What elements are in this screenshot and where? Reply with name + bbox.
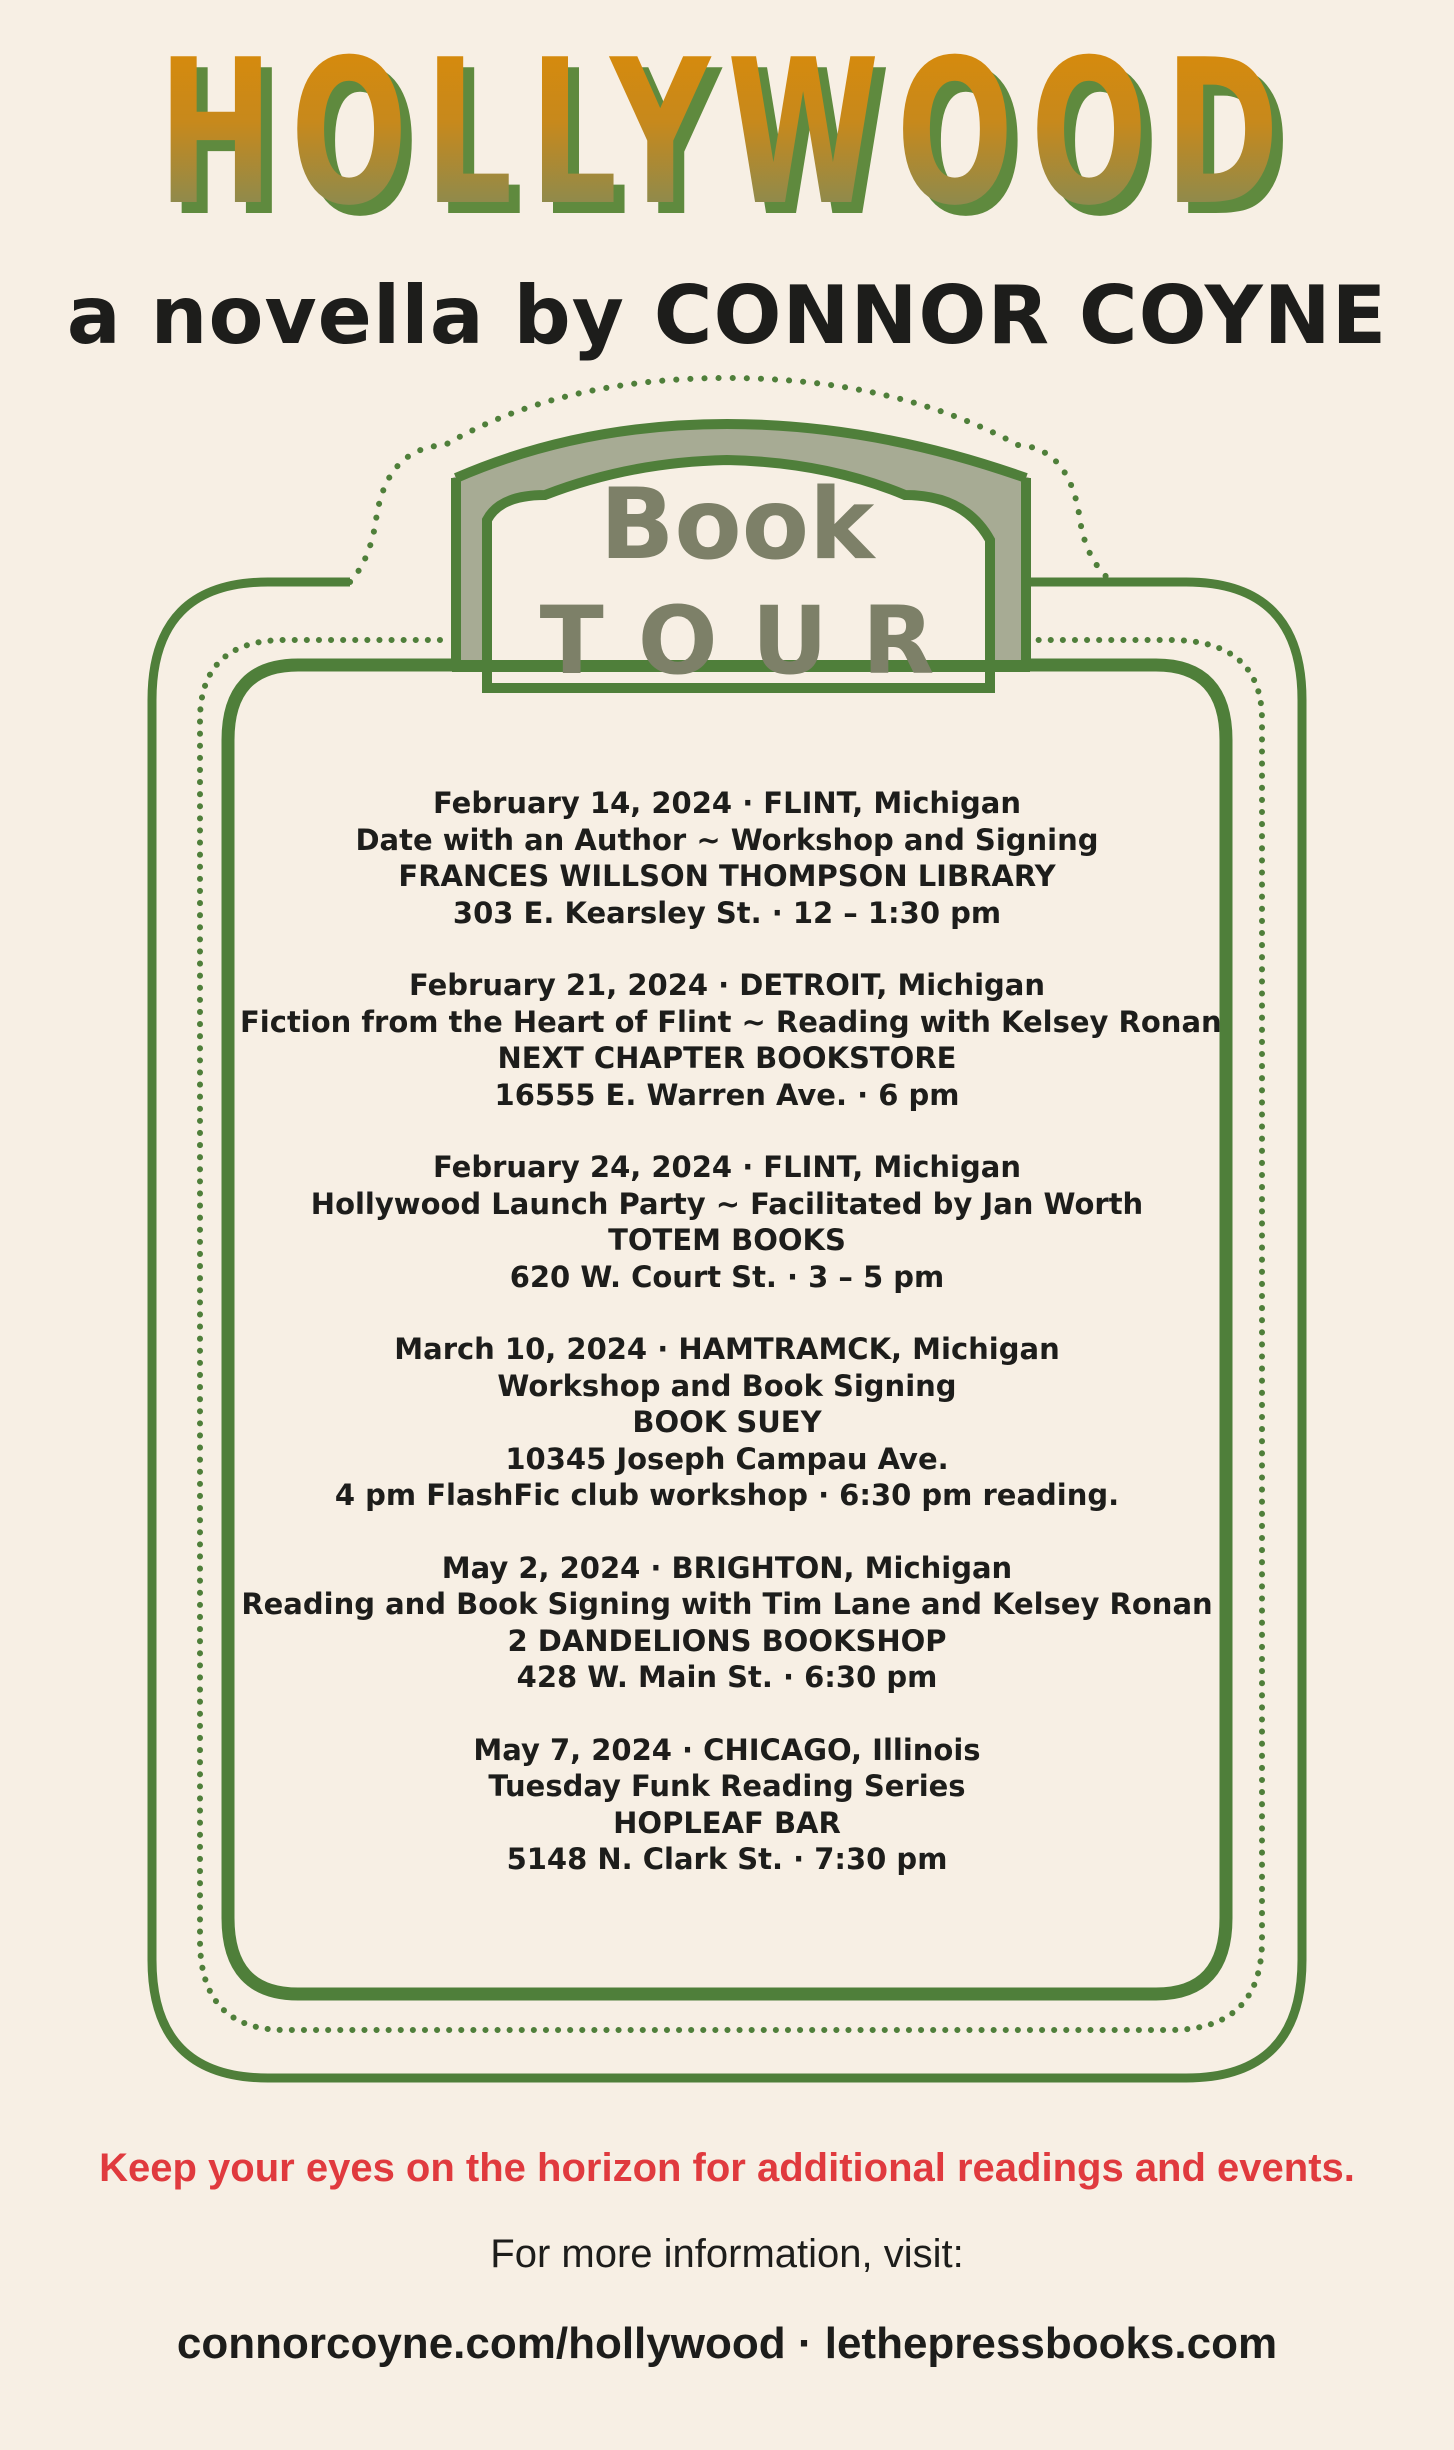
sign-tour-label: TOUR (539, 587, 969, 696)
event-item (240, 967, 1222, 1113)
event-item (240, 1550, 1214, 1696)
event-title: Hollywood Launch Party ~ Facilitated by Jan Worth (310, 1186, 1144, 1221)
title-shadow: HOLLYWOOD (169, 30, 1307, 230)
event-date-location: February 14, 2024 · FLINT, Michigan (433, 786, 1021, 820)
link-separator: · (785, 2319, 825, 2368)
event-title: Reading and Book Signing with Tim Lane and Kelsey Ronan (241, 1587, 1213, 1621)
event-venue: FRANCES WILLSON THOMPSON LIBRARY (398, 859, 1056, 893)
lethepress-link[interactable]: lethepressbooks.com (824, 2319, 1278, 2368)
event-address-time: 303 E. Kearsley St. · 12 – 1:30 pm (452, 895, 1002, 930)
event-venue: BOOK SUEY (632, 1405, 822, 1439)
event-item (240, 1732, 1214, 1878)
event-title: Date with an Author ~ Workshop and Signing (355, 822, 1099, 857)
event-list (240, 785, 1222, 1914)
event-title: Fiction from the Heart of Flint ~ Reading with Kelsey Ronan (240, 1004, 1222, 1039)
event-address-time: 5148 N. Clark St. · 7:30 pm (506, 1842, 948, 1876)
event-item (240, 1149, 1214, 1295)
event-date-location: February 21, 2024 · DETROIT, Michigan (408, 968, 1046, 1002)
connorcoyne-link[interactable]: connorcoyne.com/hollywood (176, 2319, 786, 2368)
event-date-location: February 24, 2024 · FLINT, Michigan (433, 1150, 1021, 1184)
event-date-location: March 10, 2024 · HAMTRAMCK, Michigan (394, 1332, 1060, 1366)
byline: a novella by CONNOR COYNE (66, 269, 1388, 362)
sign-book-label: Book (599, 468, 875, 582)
event-date-location: May 2, 2024 · BRIGHTON, Michigan (441, 1550, 1013, 1585)
horizon-notice: Keep your eyes on the horizon for additional readings and events. (99, 2146, 1355, 2190)
event-schedule: 4 pm FlashFic club workshop · 6:30 pm reading. (334, 1478, 1120, 1512)
event-venue: 2 DANDELIONS BOOKSHOP (507, 1623, 947, 1658)
event-venue: NEXT CHAPTER BOOKSTORE (497, 1041, 957, 1075)
event-address-time: 428 W. Main St. · 6:30 pm (516, 1660, 938, 1694)
event-item (240, 1331, 1214, 1514)
event-title: Workshop and Book Signing (497, 1368, 957, 1403)
event-address-time: 620 W. Court St. · 3 – 5 pm (509, 1259, 945, 1294)
event-address: 10345 Joseph Campau Ave. (505, 1441, 949, 1476)
more-info-label: For more information, visit: (490, 2232, 964, 2276)
website-links (0, 2314, 1454, 2374)
event-date-location: May 7, 2024 · CHICAGO, Illinois (473, 1732, 981, 1767)
event-address-time: 16555 E. Warren Ave. · 6 pm (494, 1077, 960, 1112)
event-title: Tuesday Funk Reading Series (488, 1769, 966, 1803)
event-item (240, 785, 1214, 931)
event-venue: TOTEM BOOKS (608, 1223, 846, 1257)
title-text: HOLLYWOOD (158, 30, 1296, 230)
event-venue: HOPLEAF BAR (613, 1805, 841, 1840)
